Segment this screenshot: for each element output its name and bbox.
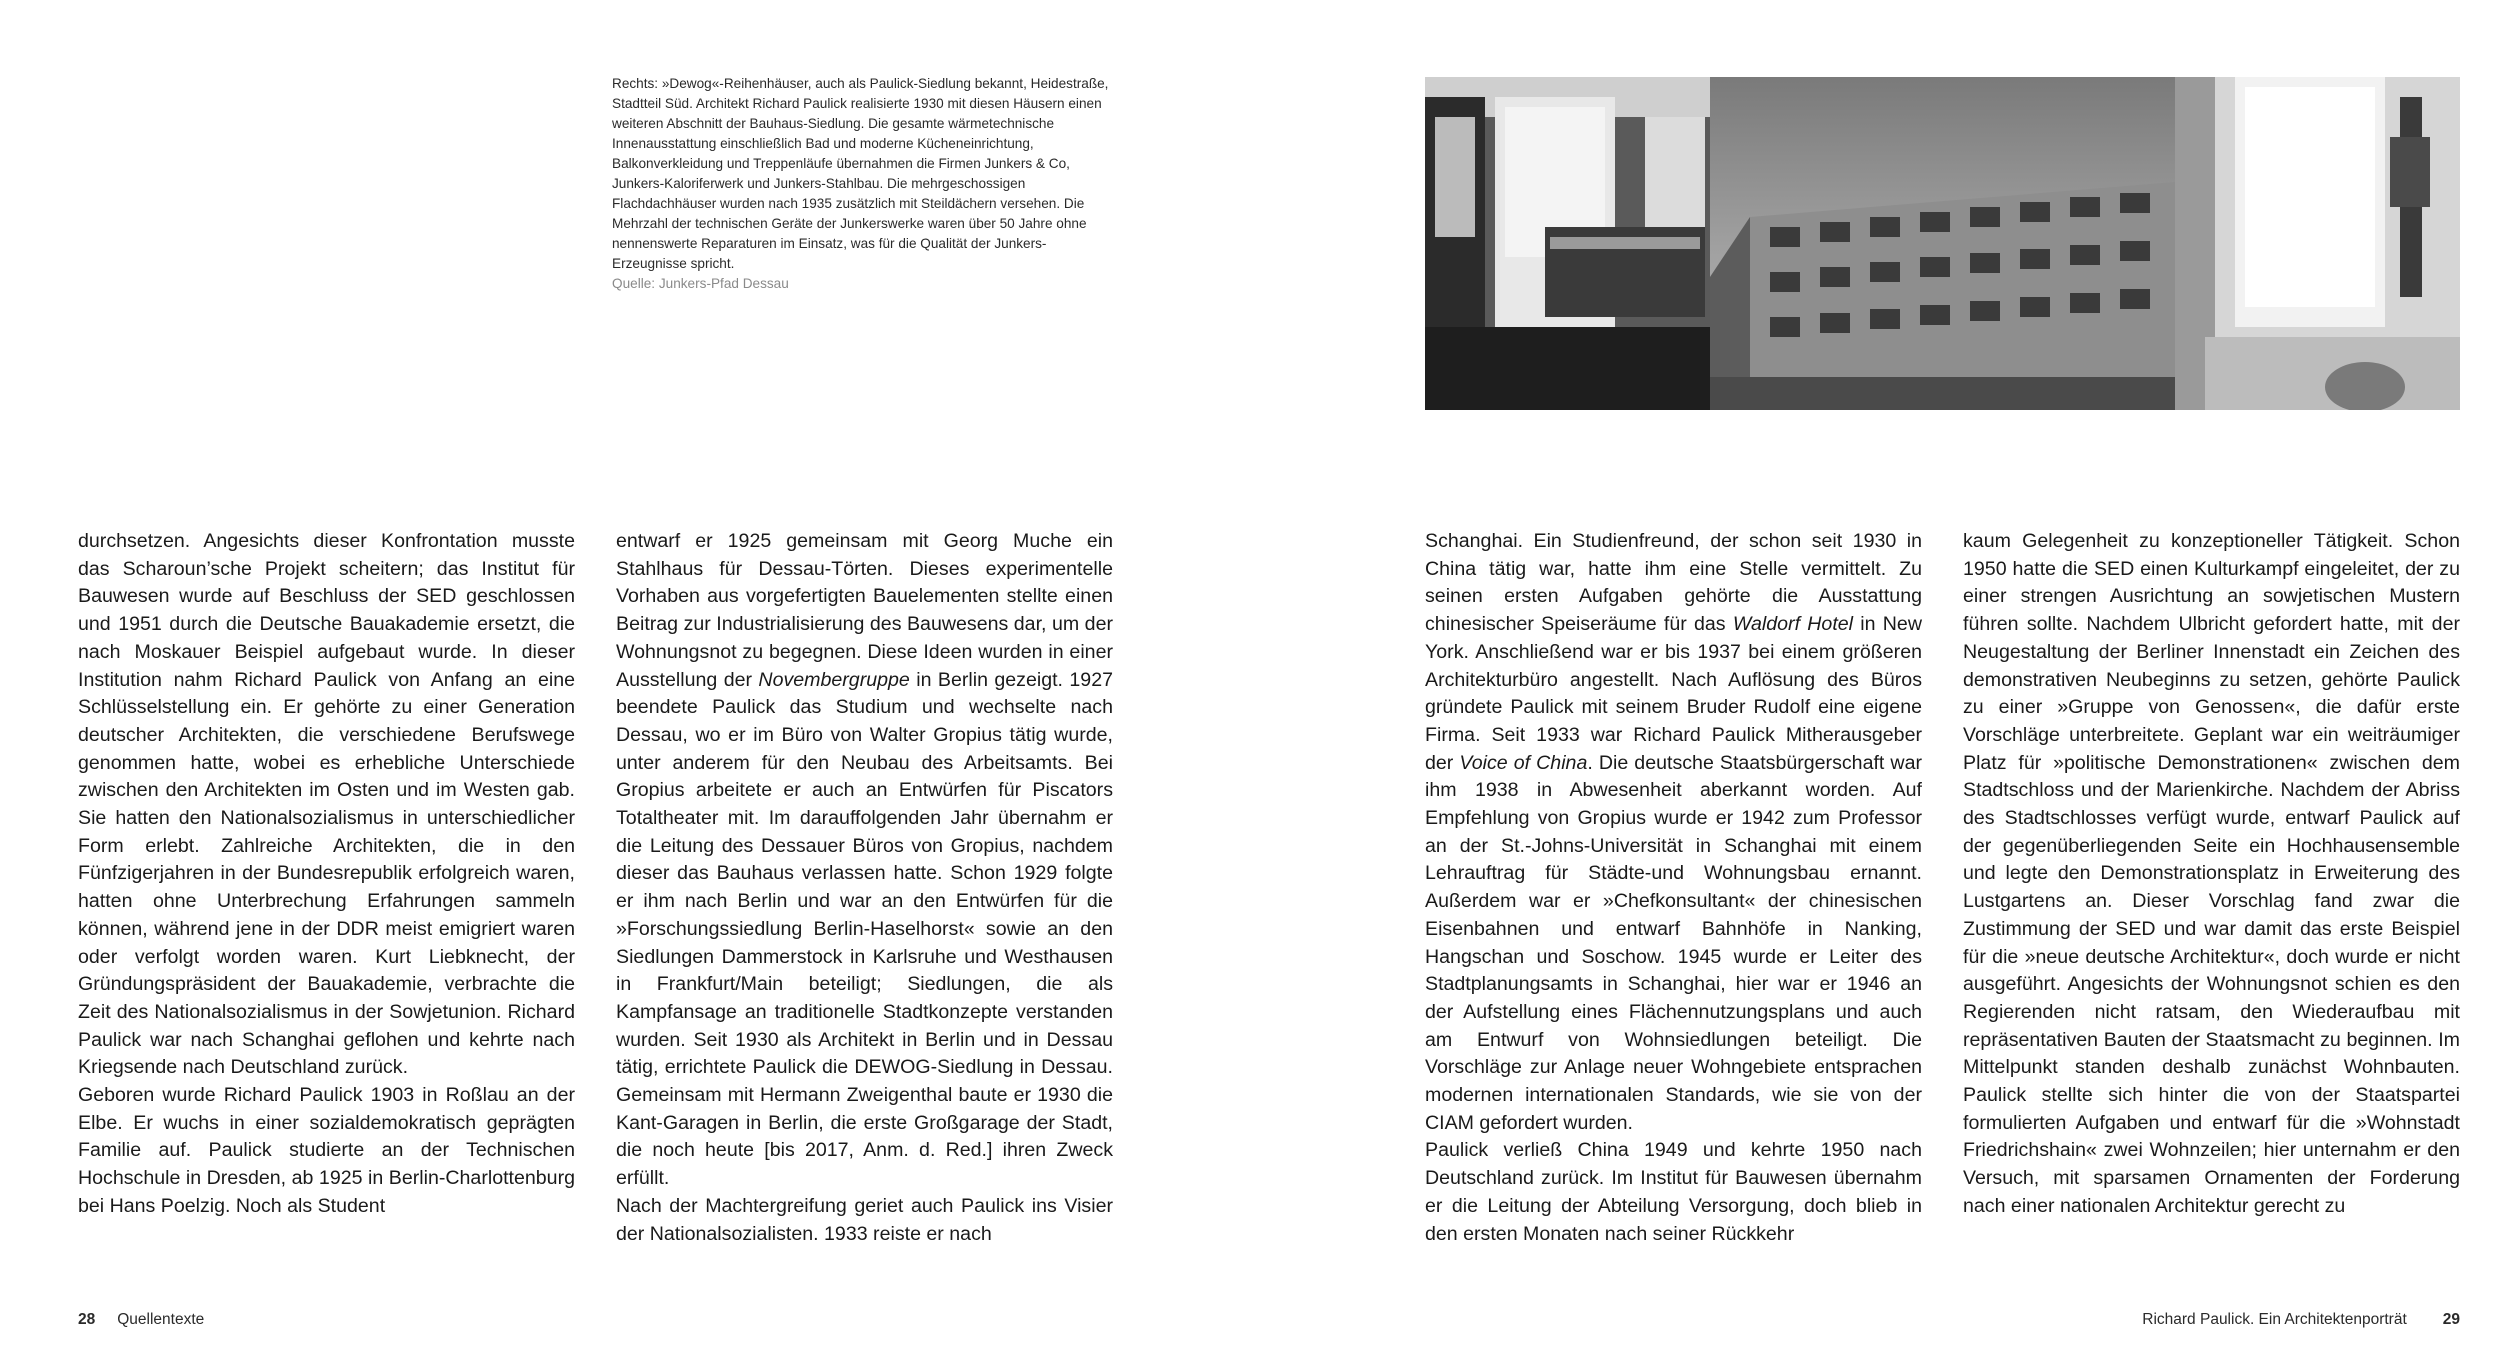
paragraph: durchsetzen. Angesichts dieser Konfrontation musste das Scharoun’sche Projekt scheitern; das Institut für Bauwesen wurde auf Beschluss der SED geschlossen und 1951 durch die Deutsche Bauakademie ersetzt, die nach Moskauer Beispiel aufgebaut wurde. In dieser Institution nahm Richard Paulick von Anfang an eine Schlüsselstellung ein. Er gehörte zu einer Generation deutscher Architekten, die verschiedene Berufswege genommen hatte, wobei es erhebliche Unterschiede zwischen den Architekten im Osten und im Westen gab. Sie hatten den Nationalsozialismus in unterschiedlicher Form erlebt. Zahlreiche Architekten, die in den Fünfzigerjahren in der Bundesrepublik erfolgreich waren, hatten ohne Unterbrechung Erfahrungen sammeln können, während jene in der DDR meist emigriert waren oder verfolgt worden waren. Kurt Liebknecht, der Gründungspräsident der Bauakademie, verbrachte die Zeit des Nationalsozialismus in der Sowjetunion. Richard Paulick war nach Schanghai geflohen und kehrte nach Kriegsende nach Deutschland zurück. <box>78 530 575 1079</box>
text-column-4 <box>1963 528 2460 1221</box>
caption-source: Quelle: Junkers-Pfad Dessau <box>612 276 789 291</box>
section-title: Quellentexte <box>117 1311 205 1328</box>
paragraph: entwarf er 1925 gemeinsam mit Georg Muche ein Stahlhaus für Dessau-Törten. Dieses experimentelle Vorhaben aus vorgefertigten Bauelementen stellte einen Beitrag zur Industrialisierung des Bauwesens dar, um der Wohnungsnot zu begegnen. Diese Ideen wurden in einer Ausstellung der Novembergruppe in Berlin gezeigt. 1927 beendete Paulick das Studium und wechselte nach Dessau, wo er im Büro von Walter Gropius tätig wurde, unter anderem für den Neubau des Arbeitsamts. Bei Gropius arbeitete er auch an Entwürfen für Piscators Totaltheater mit. Im darauffolgenden Jahr übernahm er die Leitung des Dessauer Büros von Gropius, nachdem dieser das Bauhaus verlassen hatte. Schon 1929 folgte er ihm nach Berlin und war an den Entwürfen für die »Forschungssiedlung Berlin-Haselhorst« sowie an den Siedlungen Dammerstock in Karlsruhe und Westhausen in Frankfurt/Main beteiligt; Siedlungen, die als Kampfansage an traditionelle Stadtkonzepte verstanden wurden. Seit 1930 als Architekt in Berlin und in Dessau tätig, errichtete Paulick die DEWOG-Siedlung in Dessau. Gemeinsam mit Hermann Zweigenthal baute er 1930 die Kant-Garagen in Berlin, die erste Großgarage der Stadt, die noch heute [bis 2017, Anm. d. Red.] ihren Zweck erfüllt. <box>616 530 1113 1190</box>
photo-strip <box>1425 77 2460 410</box>
text-column-3 <box>1425 528 1922 1248</box>
paragraph: Nach der Machtergreifung geriet auch Paulick ins Visier der Nationalsozialisten. 1933 reiste er nach <box>616 1194 1113 1245</box>
paragraph: Paulick verließ China 1949 und kehrte 1950 nach Deutschland zurück. Im Institut für Bauwesen übernahm er die Leitung der Abteilung Versorgung, doch blieb in den ersten Monaten nach seiner Rückkehr <box>1425 1139 1922 1245</box>
text-column-1 <box>78 528 575 1221</box>
text-column-2 <box>616 528 1113 1248</box>
bathroom-photo <box>2175 77 2460 410</box>
footer-left <box>78 1311 204 1329</box>
footer-right <box>2142 1311 2460 1329</box>
running-title: Richard Paulick. Ein Architektenporträt <box>2142 1311 2407 1328</box>
caption-text: Rechts: »Dewog«-Reihenhäuser, auch als Paulick-Siedlung bekannt, Heidestraße, Stadtteil Süd. Architekt Richard Paulick realisierte 1930 mit diesen Häusern einen weiteren Abschnitt der Bauhaus-Siedlung. Die gesamte wärmetechnische Innenausstattung einschließlich Bad und moderne Kücheneinrichtung, Balkonverkleidung und Treppenläufe übernahmen die Firmen Junkers & Co, Junkers-Kaloriferwerk und Junkers-Stahlbau. Die mehrgeschossigen Flachdachhäuser wurden nach 1935 zusätzlich mit Steildächern versehen. Die Mehrzahl der technischen Geräte der Junkerswerke waren über 50 Jahre ohne nennenswerte Reparaturen im Einsatz, was für die Qualität der Junkers-Erzeugnisse spricht. <box>612 76 1109 271</box>
page-number-left: 28 <box>78 1311 96 1328</box>
kitchen-photo <box>1425 77 1710 410</box>
photo-caption <box>612 74 1112 294</box>
building-photo <box>1710 77 2175 410</box>
paragraph: kaum Gelegenheit zu konzeptioneller Tätigkeit. Schon 1950 hatte die SED einen Kulturkampf eingeleitet, der zu einer strengen Ausrichtung an sowjetischen Mustern führen sollte. Nachdem Ulbricht gefordert hatte, mit der Neugestaltung der Berliner Innenstadt ein Zeichen des demonstrativen Neubeginns zu setzen, gehörte Paulick zu einer »Gruppe von Genossen«, die dafür erste Vorschläge unterbreitete. Geplant war ein weiträumiger Platz für »politische Demonstrationen« zwischen dem Stadtschloss und der Marienkirche. Nachdem der Abriss des Stadtschlosses verfügt wurde, entwarf Paulick auf der gegenüberliegenden Seite ein Hochhausensemble und legte den Demonstrationsplatz in Erweiterung des Lustgartens an. Dieser Vorschlag fand zwar die Zustimmung der SED und war damit das erste Beispiel für die »neue deutsche Architektur«, doch wurde er nicht ausgeführt. Angesichts der Wohnungsnot schien es den Regierenden nicht ratsam, den Wiederaufbau mit repräsentativen Bauten der Staatsmacht zu beginnen. Im Mittelpunkt standen deshalb zunächst Wohnbauten. Paulick stellte sich hinter die von der Staatspartei formulierten Aufgaben und entwarf für die »Wohnstadt Friedrichshain« zwei Wohnzeilen; hier unternahm er den Versuch, mit sparsamen Ornamenten der Forderung nach einer nationalen Architektur gerecht zu <box>1963 530 2460 1217</box>
page-number-right: 29 <box>2442 1311 2460 1328</box>
paragraph: Geboren wurde Richard Paulick 1903 in Roßlau an der Elbe. Er wuchs in einer sozialdemokratisch geprägten Familie auf. Paulick studierte an der Technischen Hochschule in Dresden, ab 1925 in Berlin-Charlottenburg bei Hans Poelzig. Noch als Student <box>78 1084 575 1217</box>
paragraph: Schanghai. Ein Studienfreund, der schon seit 1930 in China tätig war, hatte ihm eine Stelle vermittelt. Zu seinen ersten Aufgaben gehörte die Ausstattung chinesischer Speiseräume für das Waldorf Hotel in New York. Anschließend war er bis 1937 bei einem größeren Architekturbüro angestellt. Nach Auflösung des Büros gründete Paulick mit seinem Bruder Rudolf eine eigene Firma. Seit 1933 war Richard Paulick Mitherausgeber der Voice of China. Die deutsche Staatsbürgerschaft war ihm 1938 in Abwesenheit aberkannt worden. Auf Empfehlung von Gropius wurde er 1942 zum Professor an der St.-Johns-Universität in Schanghai mit einem Lehrauftrag für Städte-und Wohnungsbau ernannt. Außerdem war er »Chefkonsultant« der chinesischen Eisenbahnen und entwarf Bahnhöfe in Nanking, Hangschan und Soschow. 1945 wurde er Leiter des Stadtplanungsamts in Schanghai, hier war er 1946 an der Aufstellung eines Flächennutzungsplans und auch am Entwurf von Wohnsiedlungen beteiligt. Die Vorschläge zur Anlage neuer Wohngebiete entsprachen modernen internationalen Standards, wie sie von der CIAM gefordert wurden. <box>1425 530 1922 1134</box>
